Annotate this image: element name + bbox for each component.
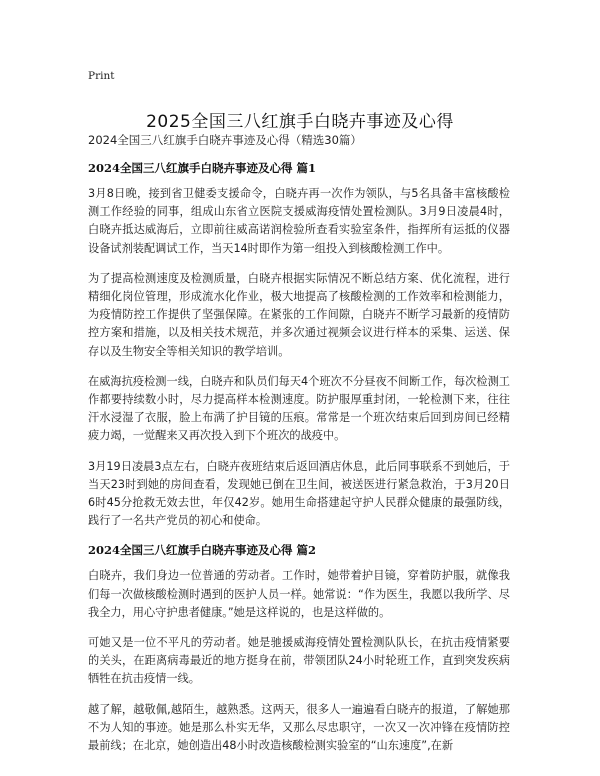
paragraph: 在威海抗疫检测一线，白晓卉和队员们每天4个班次不分昼夜不间断工作，每次检测工作都要持续数小时，尽力提高样本检测速度。防护服厚重封闭，一轮检测下来，往往汗水浸湿了衣服，脸上布满了护目镜的压痕。常常是一个班次结束后回到房间已经精疲力竭，一觉醒来又再次投入到下个班次的战疫中。 bbox=[88, 374, 510, 443]
paragraph: 白晓卉，我们身边一位普通的劳动者。工作时，她带着护目镜，穿着防护服，就像我们每一次做核酸检测时遇到的医护人员一样。她常说：“作为医生，我愿以我所学、尽我全力，用心守护患者健康。”她是这样说的，也是这样做的。 bbox=[88, 569, 510, 619]
print-link[interactable]: Print bbox=[88, 70, 115, 82]
document-subtitle: 2024全国三八红旗手白晓卉事迹及心得（精选30篇） bbox=[88, 133, 362, 147]
paragraph: 为了提高检测速度及检测质量，白晓卉根据实际情况不断总结方案、优化流程，进行精细化岗位管理，形成流水化作业，极大地提高了核酸检测的工作效率和检测能力，为疫情防控工作提供了坚强保障。在紧张的工作间隙，白晓卉不断学习最新的疫情防控方案和措施，以及相关技术规范，并多次通过视频会议进行样本的采集、运送、保存以及生物安全等相关知识的教学培训。 bbox=[88, 271, 510, 358]
section-heading-2: 2024全国三八红旗手白晓卉事迹及心得 篇2 bbox=[88, 543, 317, 558]
paragraph: 越了解，越敬佩,越陌生，越熟悉。这两天，很多人一遍遍看白晓卉的报道，了解她那不为人知的事迹。她是那么朴实无华，又那么尽忠职守，一次又一次冲锋在疫情防控最前线；在北京，她创造出48小时改造核酸检测实验室的“山东速度”,在新 bbox=[88, 702, 510, 753]
article-body bbox=[88, 160, 510, 767]
page-title: 2025全国三八红旗手白晓卉事迹及心得 bbox=[146, 112, 454, 133]
section-heading-1: 2024全国三八红旗手白晓卉事迹及心得 篇1 bbox=[88, 161, 317, 175]
paragraph: 3月8日晚，接到省卫健委支援命令，白晓卉再一次作为领队，与5名具备丰富核酸检测工作经验的同事，组成山东省立医院支援威海疫情处置检测队。3月9日凌晨4时，白晓卉抵达威海后，立即前往威高诺润检验所查看实验室条件，指挥所有运抵的仪器设备试剂装配调试工作，当天14时即作为第一组投入到核酸检测工作中。 bbox=[88, 187, 510, 255]
paragraph: 可她又是一位不平凡的劳动者。她是驰援威海疫情处置检测队队长，在抗击疫情紧要的关头，在距离病毒最近的地方挺身在前，带领团队24小时轮班工作，直到突发疾病牺牲在抗击疫情一线。 bbox=[88, 636, 510, 686]
paragraph: 3月19日凌晨3点左右，白晓卉夜班结束后返回酒店休息，此后同事联系不到她后，于当天23时到她的房间查看，发现她已倒在卫生间，被送医进行紧急救治，于3月20日6时45分抢救无效去世，年仅42岁。她用生命搭建起守护人民群众健康的最强防线，践行了一名共产党员的初心和使命。 bbox=[88, 459, 510, 528]
